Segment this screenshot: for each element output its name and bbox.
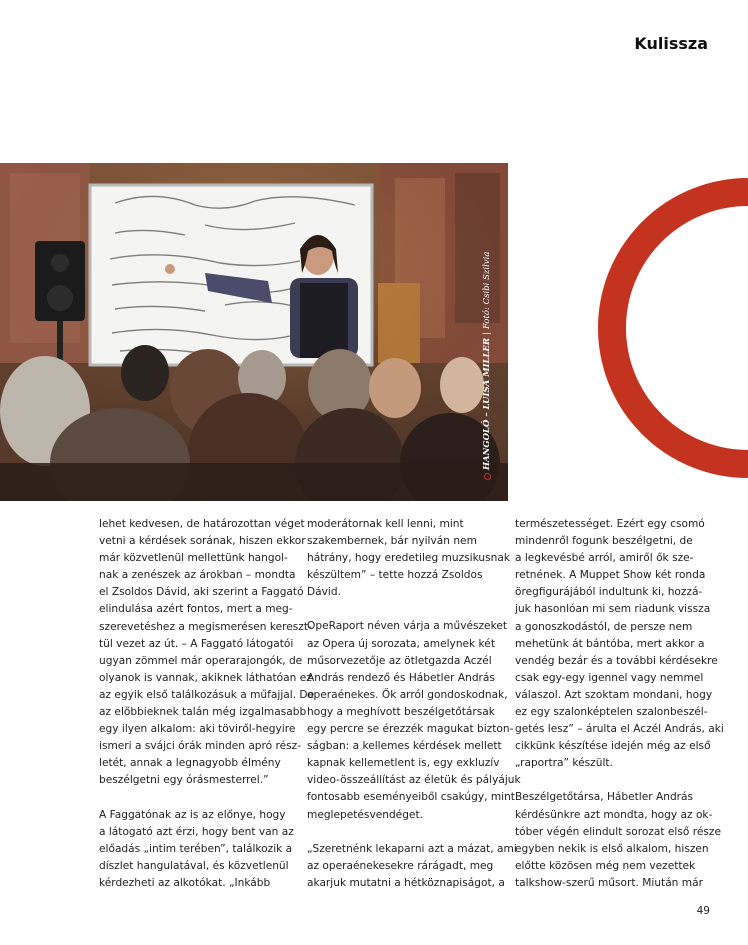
text-line: természetességet. Ezért egy csomó: [515, 518, 705, 530]
text-line: A Faggatónak az is az előnye, hogy: [99, 808, 286, 821]
text-line: retnének. A Muppet Show két ronda: [515, 569, 706, 582]
text-line: operaénekes. Ők arról gondoskodnak,: [307, 688, 508, 701]
paragraph: [515, 789, 725, 892]
text-line: öregfigurájából indultunk ki, hozzá-: [515, 586, 703, 599]
text-line: készültem” – tette hozzá Zsoldos: [307, 569, 483, 582]
text-line: kérdezheti az alkotókat. „Inkább: [99, 876, 271, 889]
caption-title: HANGOLÓ – LUISA MILLER: [482, 337, 492, 470]
paragraph: [307, 516, 517, 601]
text-line: fontosabb eseményeiből csakúgy, mint: [307, 791, 515, 804]
text-line: getés lesz” – árulta el Aczél András, aki: [515, 723, 724, 736]
text-column-2: [307, 516, 521, 909]
text-line: tóber végén elindult sorozat első része: [515, 825, 721, 838]
text-line: szerevetéshez a megismerésen kereszt-: [99, 620, 312, 633]
text-line: ismeri a svájci órák minden apró rész-: [99, 740, 302, 753]
text-line: lehet kedvesen, de határozottan véget: [99, 518, 305, 530]
text-line: már közvetlenül mellettünk hangol-: [99, 552, 288, 565]
text-line: meglepetésvendéget.: [307, 808, 423, 821]
text-line: OpeRaport néven várja a művészeket: [307, 620, 508, 633]
text-line: video-összeállítást az életük és pályájuk: [307, 774, 521, 787]
text-line: válaszol. Azt szoktam mondani, hogy: [515, 688, 713, 701]
section-title: Kulissza: [634, 34, 708, 53]
text-line: kérdésünkre azt mondta, hogy az ok-: [515, 808, 713, 821]
text-line: az előbbieknek talán még izgalmasabb: [99, 706, 307, 719]
caption-credit: Fotó: Csibi Szilvia: [482, 251, 492, 330]
caption-separator: |: [482, 332, 492, 335]
paragraph: [307, 841, 517, 892]
text-line: műsorvezetője az ötletgazda Aczél: [307, 654, 492, 667]
paragraph: [307, 618, 521, 823]
text-line: az operaénekesekre rárágadt, meg: [307, 859, 494, 872]
text-line: „raportra” készült.: [515, 757, 613, 770]
text-line: vendég bezár és a további kérdésekre: [515, 654, 718, 667]
text-line: moderátornak kell lenni, mint: [307, 518, 464, 530]
text-line: előadás „intim terében”, találkozik a: [99, 842, 293, 855]
text-line: csak egy-egy igennel vagy nemmel: [515, 671, 704, 684]
text-line: letét, annak a legnagyobb élmény: [99, 757, 281, 770]
text-line: beszélgetni egy órásmesterrel.”: [99, 774, 269, 787]
text-column-3: [515, 516, 725, 909]
text-line: juk hasonlóan mi sem riadunk vissza: [515, 603, 711, 616]
text-line: akarjuk mutatni a hétköznapiságot, a: [307, 876, 505, 889]
text-line: tül vezet az út. – A Faggató látogatói: [99, 637, 294, 650]
text-line: hátrány, hogy eredetileg muzsikusnak: [307, 552, 510, 565]
text-line: kapnak kellemetlent is, egy exkluzív: [307, 757, 500, 770]
text-line: ugyan zömmel már operarajongók, de: [99, 654, 303, 667]
text-line: mehetünk át bántóba, mert akkor a: [515, 637, 705, 650]
text-line: Dávid.: [307, 586, 341, 599]
photo-caption: [482, 252, 492, 480]
text-line: egy percre se érezzék magukat bizton-: [307, 723, 514, 736]
page-number: 49: [696, 905, 710, 917]
text-line: a gonoszkodástól, de persze nem: [515, 620, 693, 633]
text-line: az egyik első találkozásuk a műfajjal. De: [99, 688, 315, 701]
text-line: díszlet hangulatával, és közvetlenül: [99, 859, 289, 872]
text-line: szakembernek, bár nyilván nem: [307, 535, 477, 548]
text-line: vetni a kérdések sorának, hiszen ekkor: [99, 535, 306, 548]
paragraph: [515, 516, 725, 772]
text-line: egy ilyen alkalom: aki töviről-hegyire: [99, 723, 296, 736]
text-column-1: [99, 516, 315, 909]
decorative-ring: [598, 178, 748, 478]
text-line: cikkünk készítése idején még az első: [515, 740, 711, 753]
event-photo: [0, 163, 508, 501]
caption-circle-icon: [484, 473, 491, 480]
paragraph: [99, 516, 315, 790]
paragraph: [99, 807, 309, 892]
text-line: a látogató azt érzi, hogy bent van az: [99, 825, 294, 838]
text-line: mindenről fogunk beszélgetni, de: [515, 535, 693, 548]
text-line: talkshow-szerű műsort. Miután már: [515, 876, 703, 889]
text-line: ságban: a kellemes kérdések mellett: [307, 740, 502, 753]
photo-illustration: [0, 163, 508, 501]
text-line: „Szeretnénk lekaparni azt a mázat, ami: [307, 842, 517, 855]
text-line: a legkevésbé arról, amiről ők sze-: [515, 552, 694, 565]
text-line: ez egy szalonképtelen szalonbeszél-: [515, 706, 708, 719]
text-line: elindulása azért fontos, mert a meg-: [99, 603, 293, 616]
text-line: az Opera új sorozata, amelynek két: [307, 637, 495, 650]
text-line: nak a zenészek az árokban – mondta: [99, 569, 296, 582]
text-line: olyanok is vannak, akiknek láthatóan ez: [99, 671, 312, 684]
text-line: előtte közösen még nem vezettek: [515, 859, 696, 872]
text-line: egyben nekik is első alkalom, hiszen: [515, 842, 709, 855]
text-line: el Zsoldos Dávid, aki szerint a Faggató: [99, 586, 304, 599]
text-line: András rendező és Hábetler András: [307, 671, 495, 684]
text-line: hogy a meghívott beszélgetőtársak: [307, 705, 495, 718]
text-line: Beszélgetőtársa, Hábetler András: [515, 791, 694, 804]
